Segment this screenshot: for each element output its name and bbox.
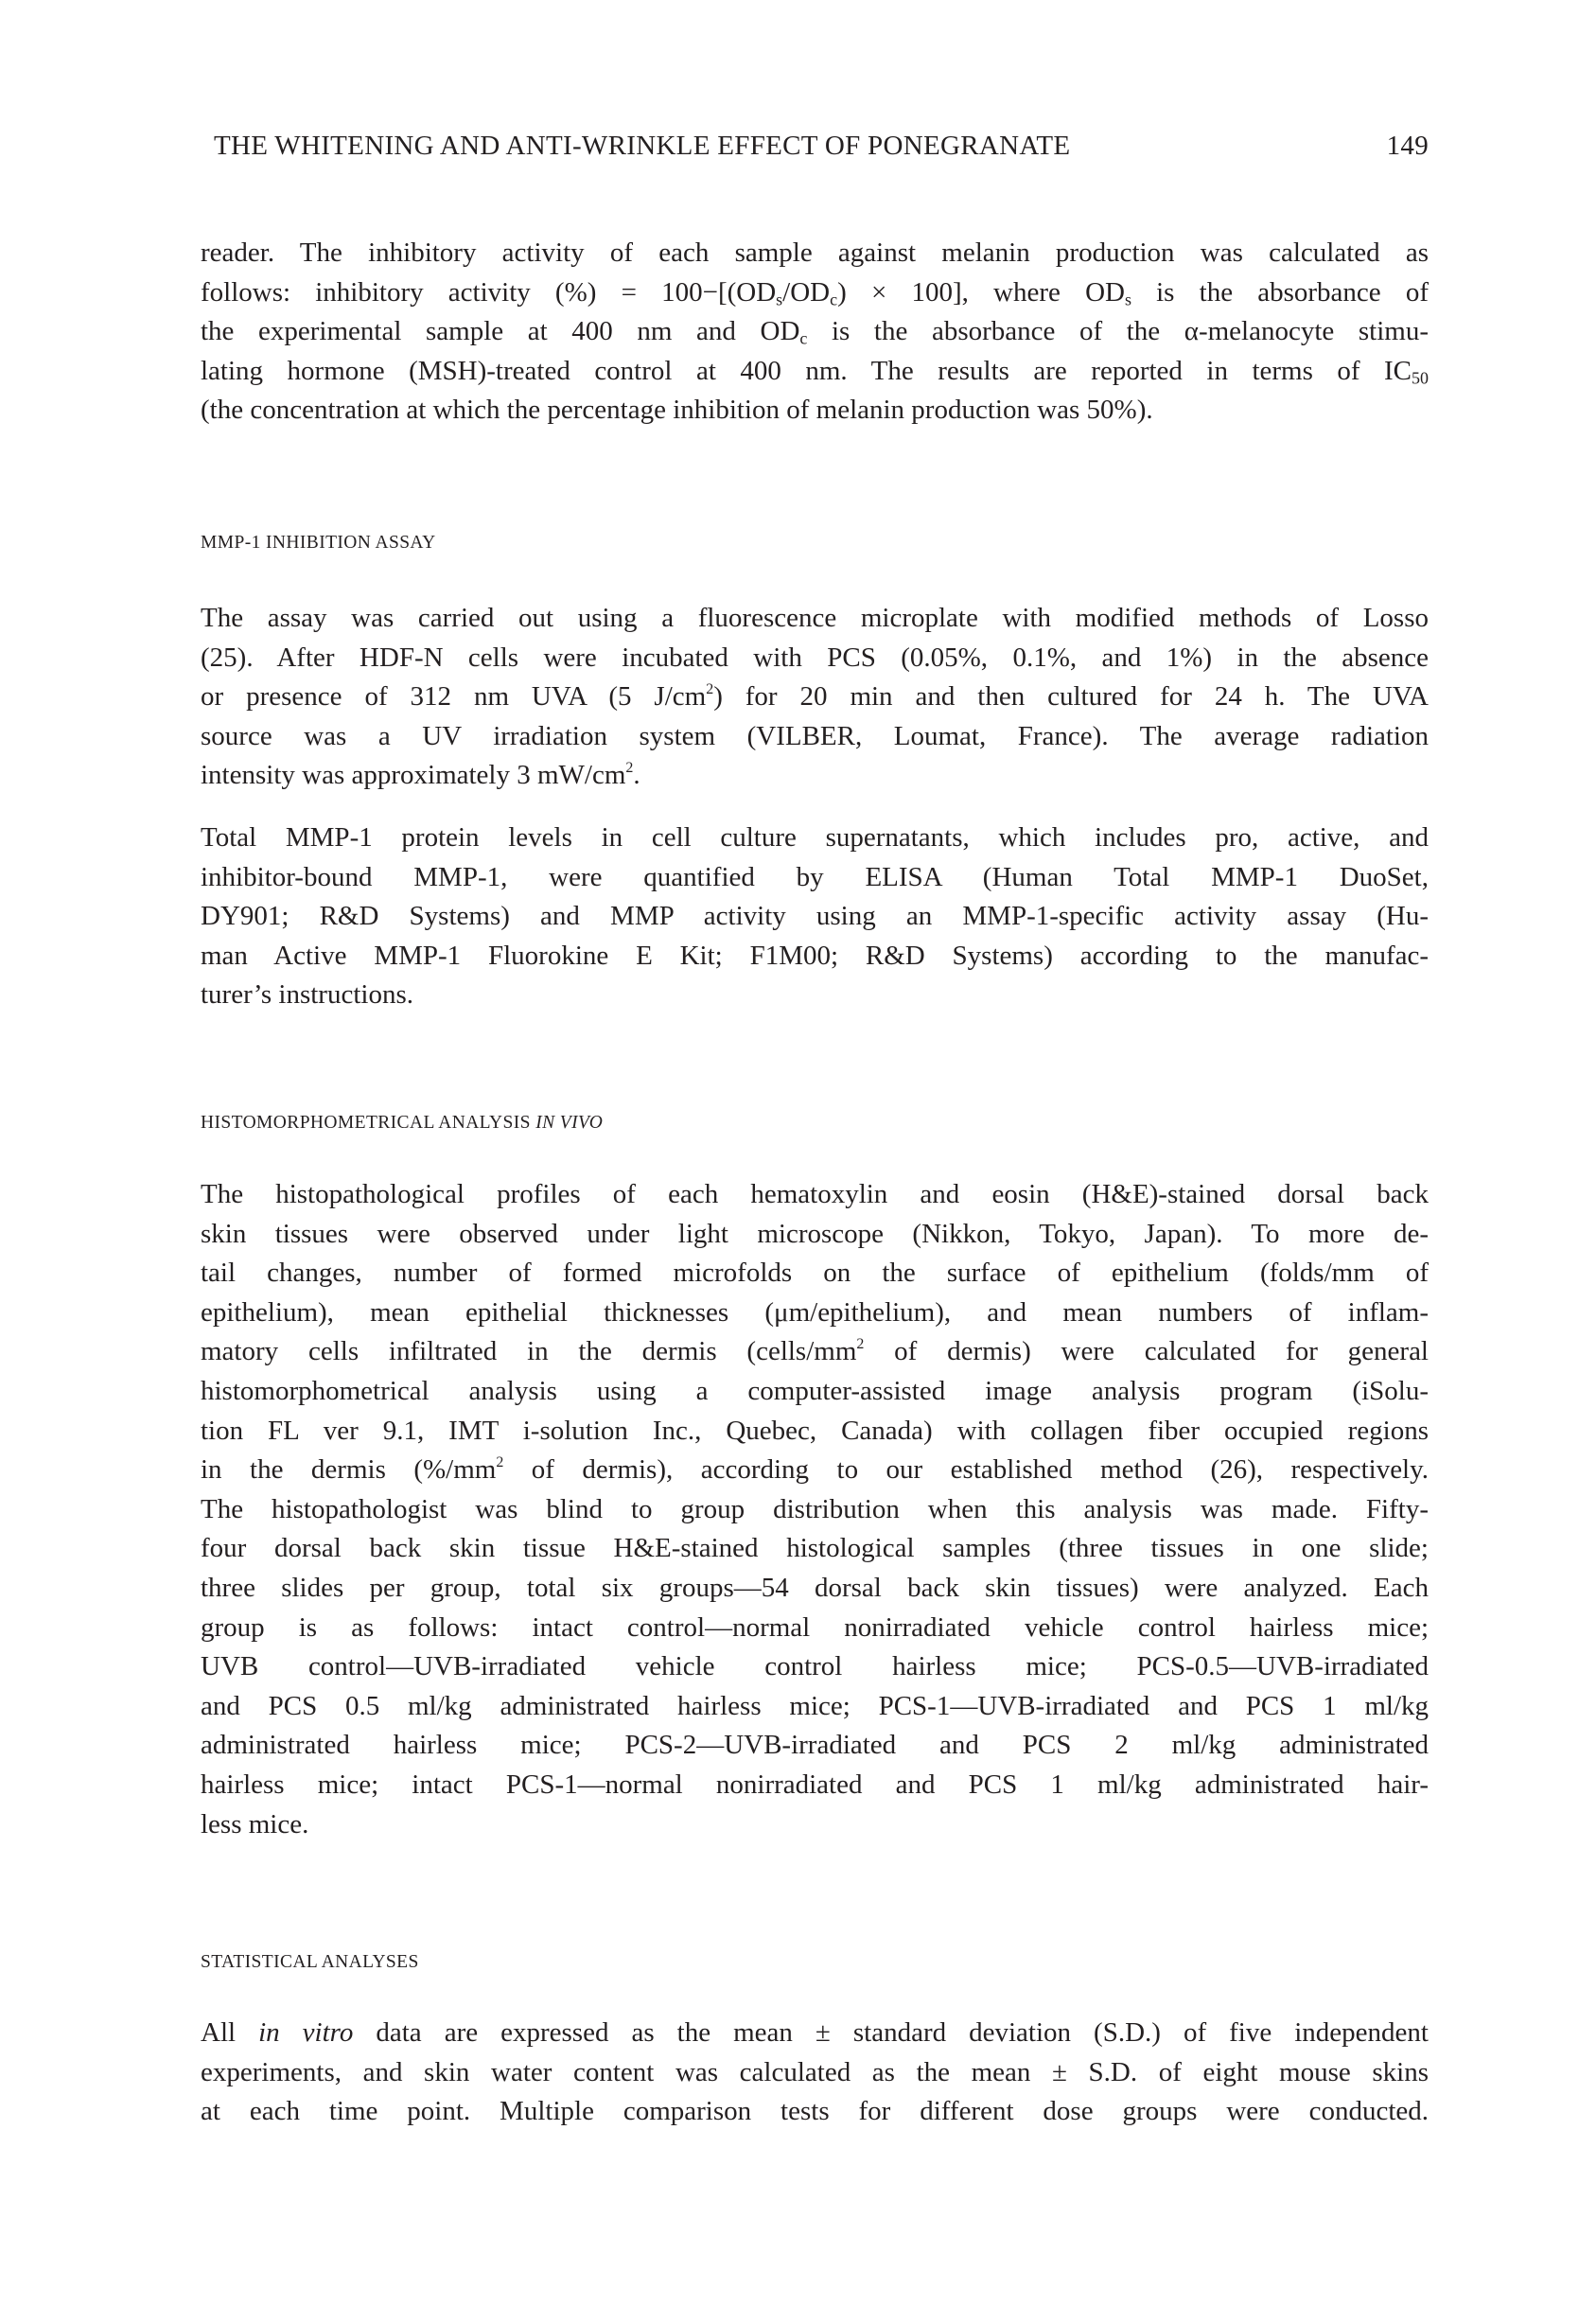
text-line <box>201 976 1429 1015</box>
text-line <box>201 2014 1429 2053</box>
text-run: tail changes, number of formed microfolds on the surface of epithelium (folds/mm of <box>201 1258 1429 1289</box>
text-run: DY901; R&D Systems) and MMP activity using an MMP-1-specific activity assay (Hu- <box>201 901 1429 932</box>
text-run: source was a UV irradiation system (VILBER, Loumat, France). The average radiation <box>201 720 1429 751</box>
subscript: 50 <box>1412 368 1429 388</box>
text-line <box>201 273 1429 313</box>
superscript: 2 <box>625 760 634 777</box>
subscript: s <box>776 290 783 309</box>
text-line <box>201 2053 1429 2093</box>
text-line <box>201 858 1429 898</box>
paragraph <box>201 819 1429 1015</box>
text-line <box>201 1451 1429 1490</box>
text-line <box>201 1332 1429 1372</box>
text-line <box>201 352 1429 392</box>
text-line <box>201 639 1429 678</box>
text-run: The histopathological profiles of each hematoxylin and eosin (H&E)-stained dorsal back <box>201 1179 1429 1209</box>
superscript: 2 <box>856 1336 865 1353</box>
text-line <box>201 1490 1429 1530</box>
body-text-mmp1-assay <box>201 599 1429 1015</box>
text-run: /OD <box>782 276 831 308</box>
text-line <box>201 1294 1429 1333</box>
text-run: is the absorbance of <box>1131 276 1429 308</box>
text-line <box>201 1372 1429 1412</box>
superscript: 2 <box>496 1454 504 1471</box>
text-line <box>201 1726 1429 1766</box>
text-line <box>201 1687 1429 1727</box>
paragraph <box>201 599 1429 796</box>
paragraph <box>201 234 1429 431</box>
text-run: is the absorbance of the α-melanocyte stimu- <box>807 316 1429 347</box>
text-run: All <box>201 2017 259 2048</box>
text-line <box>201 2092 1429 2132</box>
body-text-statistical-analyses <box>201 2014 1429 2132</box>
text-line <box>201 1609 1429 1648</box>
text-line <box>201 599 1429 639</box>
text-run: The assay was carried out using a fluorescence microplate with modified methods of Losso <box>201 603 1429 633</box>
text-run: the experimental sample at 400 nm and OD <box>201 316 800 347</box>
text-run: intensity was approximately 3 mW/cm <box>201 760 626 791</box>
text-line <box>201 756 1429 796</box>
text-run: matory cells infiltrated in the dermis (cells/mm <box>201 1336 857 1367</box>
superscript: 2 <box>706 681 714 698</box>
subscript: c <box>830 290 838 309</box>
text-run: ) × 100], where OD <box>837 276 1125 308</box>
text-line <box>201 1412 1429 1452</box>
text-run: turer’s instructions. <box>201 979 413 1011</box>
italic-text: IN VIVO <box>535 1113 604 1133</box>
text-run: inhibitor-bound MMP-1, were quantified by ELISA (Human Total MMP-1 DuoSet, <box>201 861 1429 892</box>
text-run: histomorphometrical analysis using a computer-assisted image analysis program (iSolu- <box>201 1375 1429 1406</box>
text-run: less mice. <box>201 1808 309 1840</box>
text-run: follows: inhibitory activity (%) = 100−[(OD <box>201 276 777 308</box>
text-run: epithelium), mean epithelial thicknesses (μm/epithelium), and mean numbers of inflam- <box>201 1296 1429 1328</box>
text-run: or presence of 312 nm UVA (5 J/cm <box>201 681 707 713</box>
text-run: of dermis) were calculated for general <box>864 1336 1429 1367</box>
text-run: lating hormone (MSH)-treated control at 400 nm. The results are reported in terms of IC <box>201 355 1412 386</box>
text-line <box>201 234 1429 273</box>
text-run: ) for 20 min and then cultured for 24 h. The UVA <box>713 681 1429 713</box>
text-run: reader. The inhibitory activity of each sample against melanin production was calculated as <box>201 238 1429 268</box>
text-run: experiments, and skin water content was calculated as the mean ± S.D. of eight mouse skins <box>201 2056 1429 2087</box>
subscript: c <box>799 328 808 348</box>
text-run: administrated hairless mice; PCS-2—UVB-irradiated and PCS 2 ml/kg administrated <box>201 1730 1429 1761</box>
running-head-title: THE WHITENING AND ANTI-WRINKLE EFFECT OF PONEGRANATE <box>214 131 1071 161</box>
running-head <box>214 131 1429 168</box>
text-line <box>201 819 1429 858</box>
text-run: MMP-1 INHIBITION ASSAY <box>201 533 436 553</box>
text-line <box>201 1569 1429 1609</box>
text-run: STATISTICAL ANALYSES <box>201 1952 419 1972</box>
section-heading-histomorphometrical-analysis <box>201 1112 1429 1135</box>
text-run: at each time point. Multiple comparison tests for different dose groups were conducted. <box>201 2096 1429 2127</box>
text-run: three slides per group, total six groups—54 dorsal back skin tissues) were analyzed. Each <box>201 1572 1429 1603</box>
text-run: . <box>633 760 640 791</box>
text-run: UVB control—UVB-irradiated vehicle control hairless mice; PCS-0.5—UVB-irradiated <box>201 1651 1429 1682</box>
text-line <box>201 391 1429 431</box>
body-text-melanin-calculation <box>201 234 1429 431</box>
text-line <box>201 937 1429 977</box>
text-line <box>201 897 1429 937</box>
text-line <box>201 717 1429 757</box>
text-run: HISTOMORPHOMETRICAL ANALYSIS <box>201 1113 536 1133</box>
text-run: Total MMP-1 protein levels in cell culture supernatants, which includes pro, active, and <box>201 821 1429 853</box>
subscript: s <box>1124 290 1131 309</box>
text-run: in the dermis (%/mm <box>201 1454 497 1486</box>
text-run: four dorsal back skin tissue H&E-stained histological samples (three tissues in one slide; <box>201 1533 1429 1564</box>
text-line <box>201 1215 1429 1255</box>
text-line <box>201 1175 1429 1215</box>
text-line <box>201 1766 1429 1805</box>
text-line <box>201 1529 1429 1569</box>
paragraph <box>201 2014 1429 2132</box>
text-run: hairless mice; intact PCS-1—normal nonirradiated and PCS 1 ml/kg administrated hair- <box>201 1769 1429 1800</box>
text-run: man Active MMP-1 Fluorokine E Kit; F1M00; R&D Systems) according to the manufac- <box>201 940 1429 971</box>
text-line <box>201 1254 1429 1294</box>
text-run: of dermis), according to our established method (26), respectively. <box>503 1454 1429 1486</box>
page-number: 149 <box>1386 131 1429 161</box>
text-run: skin tissues were observed under light microscope (Nikkon, Tokyo, Japan). To more de- <box>201 1218 1429 1249</box>
text-run: tion FL ver 9.1, IMT i-solution Inc., Quebec, Canada) with collagen fiber occupied regions <box>201 1415 1429 1446</box>
text-run: and PCS 0.5 ml/kg administrated hairless mice; PCS-1—UVB-irradiated and PCS 1 ml/kg <box>201 1690 1429 1721</box>
text-run: data are expressed as the mean ± standard deviation (S.D.) of five independent <box>353 2017 1429 2048</box>
body-text-histomorphometrical-analysis <box>201 1175 1429 1844</box>
text-run: (25). After HDF-N cells were incubated with PCS (0.05%, 0.1%, and 1%) in the absence <box>201 642 1429 673</box>
italic-text: in vitro <box>258 2017 354 2048</box>
text-line <box>201 312 1429 352</box>
section-heading-statistical-analyses <box>201 1951 1429 1974</box>
section-heading-mmp1-inhibition-assay <box>201 532 1429 554</box>
text-line <box>201 1647 1429 1687</box>
text-run: (the concentration at which the percentage inhibition of melanin production was 50%). <box>201 395 1153 426</box>
text-run: group is as follows: intact control—normal nonirradiated vehicle control hairless mice; <box>201 1611 1429 1643</box>
text-line <box>201 1805 1429 1845</box>
text-run: The histopathologist was blind to group distribution when this analysis was made. Fifty- <box>201 1493 1429 1524</box>
text-line <box>201 678 1429 717</box>
paragraph <box>201 1175 1429 1844</box>
